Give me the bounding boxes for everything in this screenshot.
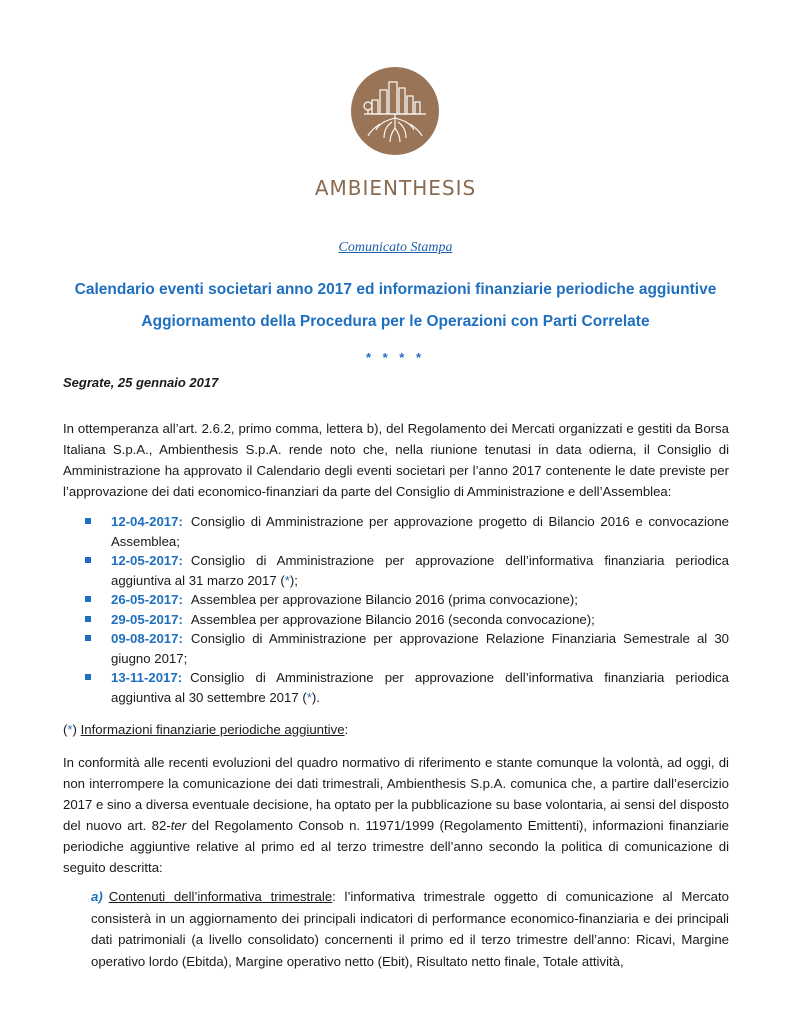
press-release-label: Comunicato Stampa [338,240,453,255]
footnote-title: Informazioni finanziarie periodiche aggiuntive [80,722,345,737]
event-date: 09-08-2017: [111,631,183,646]
footnote-paren-close: ) [72,722,77,737]
paragraph-text: del Regolamento Consob n. 11971/1999 (Regolamento Emittenti), informazioni finanziarie periodiche aggiuntive relative al primo ed al terzo trimestre dell’anno secondo la politica di comunicazione di seguito descritta: [63,818,730,875]
sub-item-title: Contenuti dell’informativa trimestrale [108,889,333,904]
list-item [85,590,729,610]
footnote-marker: * [67,722,73,737]
paragraph-text: In conformità alle recenti evoluzioni del quadro normativo di riferimento e stante comunque la volontà, ad oggi, di non interrompere la comunicazione dei dati trimestrali, Ambienthesis S.p.A. comunica che, a partire dall’esercizio 2017 e sino a diversa eventuale decisione, ha optato per la pubblicazione su base volontaria, ai sensi del disposto del nuovo art. 82- [63,755,729,833]
headline-primary: Calendario eventi societari anno 2017 ed informazioni finanziarie periodiche aggiuntive [74,281,717,298]
brand-wordmark: AMBIENTHESIS [314,176,477,200]
event-text: Assemblea per approvazione Bilancio 2016 (prima convocazione); [190,592,578,607]
bullet-icon [85,635,91,641]
quarterly-policy-paragraph [63,752,729,878]
sub-item-letter: a) [91,889,103,904]
ambienthesis-logo-icon [350,66,440,156]
headline-secondary: Aggiornamento della Procedura per le Operazioni con Parti Correlate [141,313,650,330]
dateline: Segrate, 25 gennaio 2017 [63,375,219,390]
section-separator: * * * * [365,350,426,365]
list-item [85,629,729,668]
bullet-icon [85,518,91,524]
event-text: Consiglio di Amministrazione per approvazione Relazione Finanziaria Semestrale al 30 giugno 2017; [111,631,729,666]
list-item [85,551,729,590]
event-date: 26-05-2017: [111,592,183,607]
list-item [85,512,729,551]
bullet-icon [85,674,91,680]
event-text: Consiglio di Amministrazione per approvazione progetto di Bilancio 2016 e convocazione Assemblea; [111,514,729,549]
event-text: Consiglio di Amministrazione per approvazione dell’informativa finanziaria periodica aggiuntiva al 31 marzo 2017 ( [111,553,729,588]
event-date: 12-05-2017: [111,553,183,568]
intro-paragraph: In ottemperanza all’art. 2.6.2, primo comma, lettera b), del Regolamento dei Mercati organizzati e gestiti da Borsa Italiana S.p.A., Ambienthesis S.p.A. rende noto che, nella riunione tenutasi in data odierna, il Consiglio di Amministrazione ha approvato il Calendario degli eventi societari per l’anno 2017 contenente le date previste per l’approvazione dei dati economico-finanziari da parte del Consiglio di Amministrazione e dell’Assemblea: [63,421,729,499]
event-date: 12-04-2017: [111,514,183,529]
event-date: 13-11-2017: [111,670,183,685]
list-item [85,610,729,630]
footnote-paren-open: ( [63,722,68,737]
event-date: 29-05-2017: [111,611,183,627]
footnote-colon: : [344,722,349,737]
paragraph-italic: ter [170,818,187,833]
bullet-icon [85,596,91,602]
event-text-end: ); [289,572,298,588]
footnote-marker: * [284,572,290,588]
footnote-heading [63,722,348,737]
bullet-icon [85,616,91,622]
events-list [85,512,729,707]
footnote-marker: * [306,689,312,705]
list-item [85,668,729,707]
event-text-end: ). [311,689,320,705]
sub-item-a [91,886,729,972]
bullet-icon [85,557,91,563]
event-text: Assemblea per approvazione Bilancio 2016 (seconda convocazione); [190,611,595,627]
event-text: Consiglio di Amministrazione per approvazione dell’informativa finanziaria periodica aggiuntiva al 30 settembre 2017 ( [111,670,729,705]
sub-item-text: : l’informativa trimestrale oggetto di comunicazione al Mercato consisterà in un aggiornamento dei principali indicatori di performance economico-finanziaria e dei principali dati patrimoniali (a livello consolidato) concernenti il primo ed il terzo trimestre dell’anno: Ricavi, Margine operativo lordo (Ebitda), Margine operativo netto (Ebit), Risultato netto finale, Totale attività, [91,889,729,969]
